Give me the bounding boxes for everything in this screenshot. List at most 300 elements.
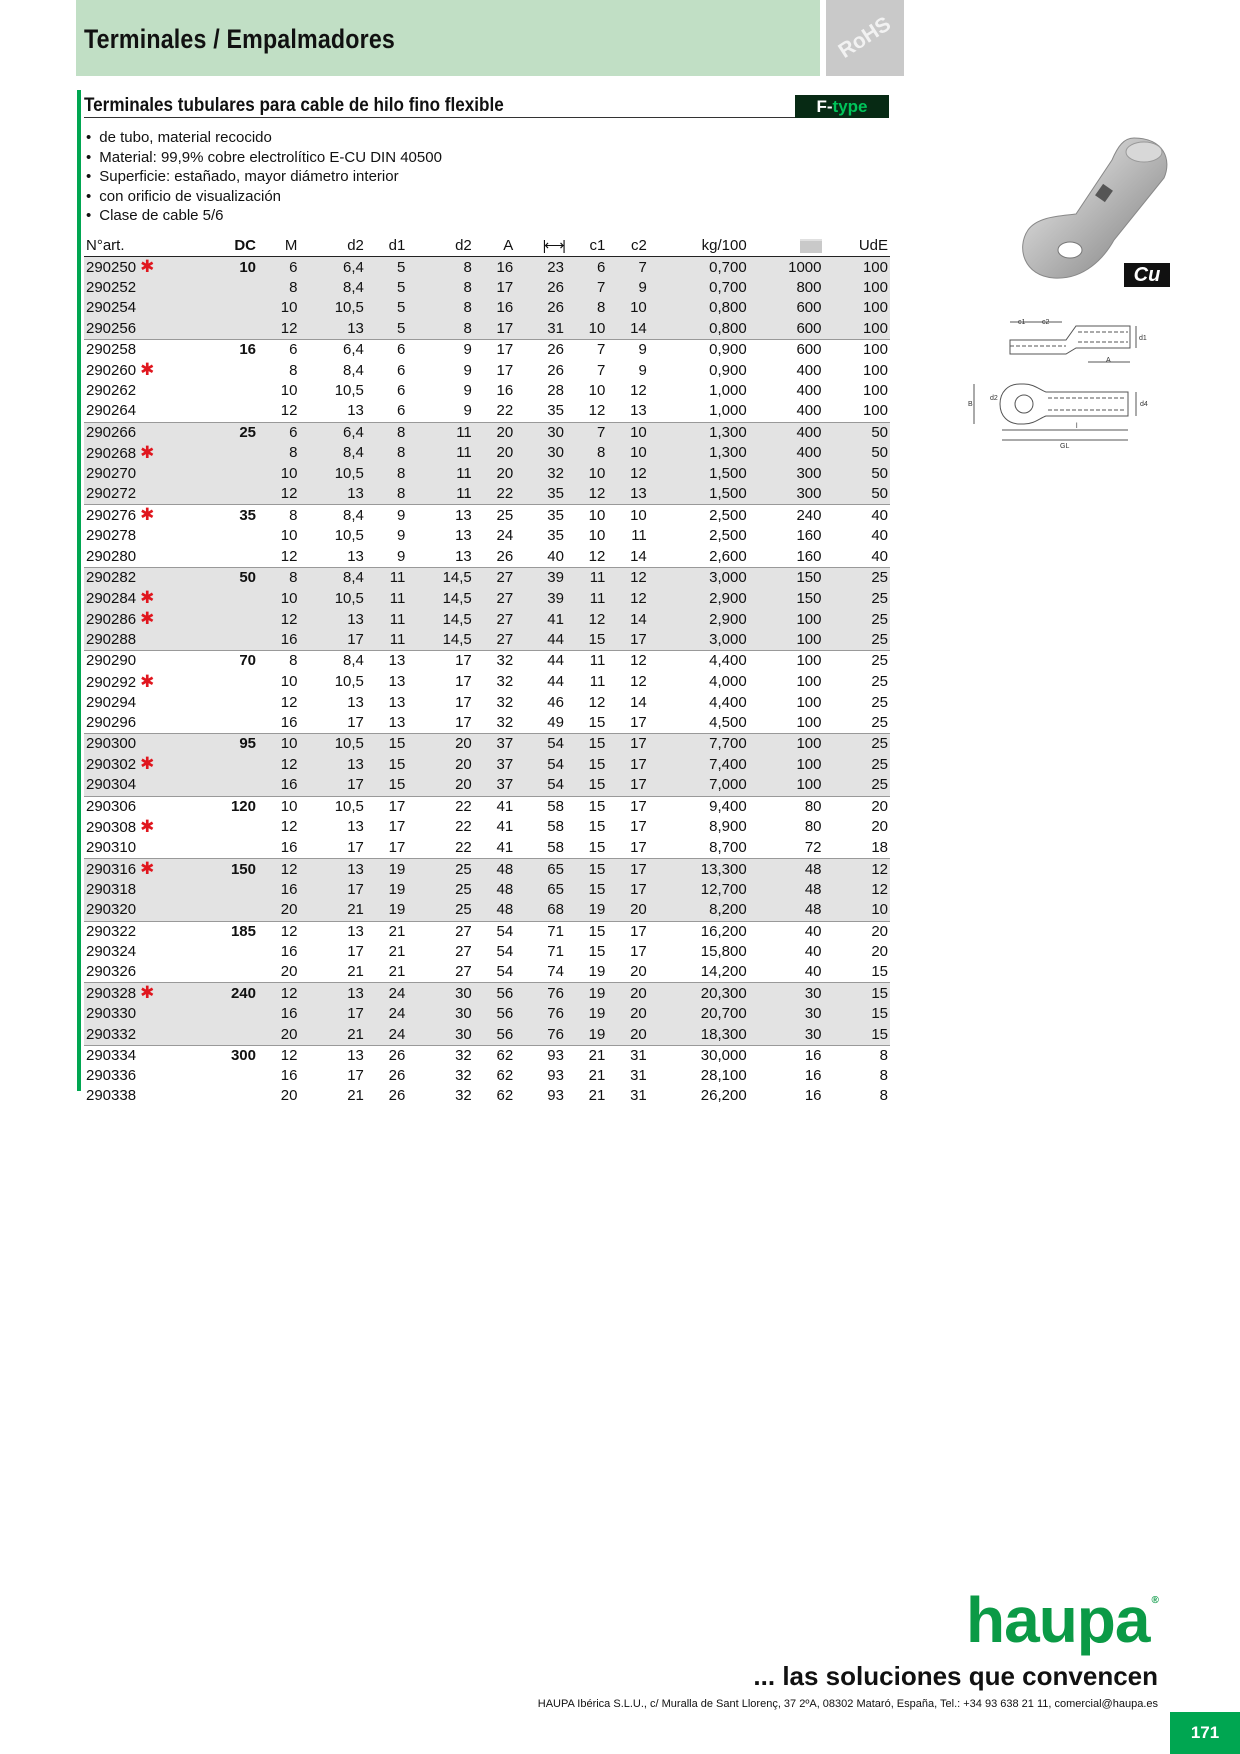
dim-b: B xyxy=(968,401,973,408)
table-row xyxy=(84,381,890,401)
bolt-m: 8 xyxy=(258,505,299,527)
article-number: 290328 ✱ xyxy=(84,983,218,1005)
table-row xyxy=(84,278,890,298)
bolt-m: 16 xyxy=(280,838,298,856)
feature-list xyxy=(86,128,442,226)
dim-c1: 10 xyxy=(566,319,607,340)
hole-d2: 17 xyxy=(299,880,365,900)
outer-d2: 11 xyxy=(407,484,473,505)
weight-kg: 7,700 xyxy=(649,734,749,755)
inner-d1: 6 xyxy=(396,402,406,420)
total-length: 93 xyxy=(515,1045,566,1066)
hole-d2: 13 xyxy=(299,921,365,942)
pack-qty: 48 xyxy=(749,859,824,881)
weight-kg: 0,700 xyxy=(649,257,749,279)
cross-section-dc: 50 xyxy=(218,567,258,588)
inner-d1: 26 xyxy=(388,1087,406,1105)
pack-qty: 600 xyxy=(749,298,824,318)
article-number: 290260 ✱ xyxy=(86,360,155,379)
total-length: 49 xyxy=(547,713,564,731)
cross-section-dc xyxy=(218,693,258,713)
bolt-m: 16 xyxy=(280,713,298,731)
header-ude: UdE xyxy=(824,235,891,257)
page-number: 171 xyxy=(1170,1712,1240,1754)
dim-c2: 17 xyxy=(607,775,648,796)
total-length: 39 xyxy=(515,588,566,609)
cross-section-dc xyxy=(218,962,258,983)
article-number: 290300 xyxy=(84,734,218,755)
ude: 25 xyxy=(824,567,891,588)
length-a: 17 xyxy=(474,339,515,360)
outer-d2: 17 xyxy=(455,713,472,731)
dim-c2: 7 xyxy=(607,257,648,279)
dim-c1: 15 xyxy=(566,754,607,775)
dim-c1: 11 xyxy=(566,588,607,609)
header-c2: c2 xyxy=(607,235,648,257)
hole-d2: 8,4 xyxy=(299,505,365,527)
hole-d2: 17 xyxy=(299,775,365,796)
dim-c2: 14 xyxy=(630,693,647,711)
inner-d1: 11 xyxy=(366,630,407,651)
bolt-m: 12 xyxy=(258,983,299,1005)
bolt-m: 10 xyxy=(258,298,299,318)
bolt-m: 20 xyxy=(258,900,299,921)
rohs-badge xyxy=(826,0,904,76)
cross-section-dc xyxy=(218,360,258,381)
dim-c1: 11 xyxy=(566,651,607,672)
bolt-m: 16 xyxy=(258,1004,299,1024)
hole-d2: 21 xyxy=(299,900,365,921)
inner-d1: 13 xyxy=(388,693,406,711)
length-a: 20 xyxy=(474,464,515,484)
ude: 25 xyxy=(871,713,888,731)
outer-d2: 14,5 xyxy=(407,609,473,630)
bolt-m: 8 xyxy=(258,651,299,672)
dim-c2: 10 xyxy=(607,422,648,443)
bolt-m: 12 xyxy=(258,609,299,630)
length-a: 22 xyxy=(474,484,515,505)
inner-d1: 21 xyxy=(388,963,406,981)
header-d1: d1 xyxy=(366,235,407,257)
weight-kg: 28,100 xyxy=(700,1067,747,1085)
lug-top-diagram xyxy=(964,376,1164,450)
dim-c2: 13 xyxy=(630,402,647,420)
pack-qty: 100 xyxy=(749,734,824,755)
pack-qty: 400 xyxy=(796,382,822,400)
outer-d2: 20 xyxy=(407,775,473,796)
hole-d2: 8,4 xyxy=(299,443,365,464)
hole-d2: 17 xyxy=(299,630,365,651)
bolt-m: 12 xyxy=(258,319,299,340)
bolt-m: 16 xyxy=(258,775,299,796)
dim-c2: 20 xyxy=(607,1004,648,1024)
bolt-m: 12 xyxy=(258,1045,299,1066)
preferred-star-icon: ✱ xyxy=(140,983,155,1003)
dim-c1: 19 xyxy=(566,900,607,921)
total-length: 71 xyxy=(515,921,566,942)
outer-d2: 25 xyxy=(407,900,473,921)
table-row xyxy=(84,754,890,775)
weight-kg: 1,000 xyxy=(709,382,747,400)
pack-qty: 100 xyxy=(796,673,822,690)
total-length: 39 xyxy=(515,567,566,588)
inner-d1: 5 xyxy=(366,298,407,318)
ude: 100 xyxy=(824,319,891,340)
dim-c1: 15 xyxy=(566,880,607,900)
outer-d2: 17 xyxy=(455,673,472,690)
article-number: 290258 xyxy=(84,339,218,360)
outer-d2: 8 xyxy=(407,319,473,340)
weight-kg: 7,400 xyxy=(649,754,749,775)
hole-d2: 17 xyxy=(347,838,364,856)
dim-c1: 8 xyxy=(566,298,607,318)
outer-d2: 30 xyxy=(407,983,473,1005)
article-number: 290270 xyxy=(84,464,218,484)
length-a: 62 xyxy=(496,1087,514,1105)
total-length: 28 xyxy=(547,382,564,400)
ude: 10 xyxy=(824,900,891,921)
cross-section-dc xyxy=(218,900,258,921)
pack-qty: 400 xyxy=(749,422,824,443)
ude: 25 xyxy=(824,630,891,651)
length-a: 56 xyxy=(474,1004,515,1024)
table-row xyxy=(84,443,890,464)
length-a: 24 xyxy=(496,527,514,545)
ude: 40 xyxy=(871,547,888,565)
dim-c1: 15 xyxy=(566,859,607,881)
dim-c2: 9 xyxy=(638,361,647,379)
haupa-logo xyxy=(966,1583,1158,1657)
hole-d2: 6,4 xyxy=(299,339,365,360)
table-row xyxy=(84,693,890,713)
inner-d1: 8 xyxy=(366,484,407,505)
article-number: 290296 xyxy=(86,713,137,731)
weight-kg: 9,400 xyxy=(649,796,749,817)
total-length: 35 xyxy=(515,484,566,505)
total-length: 76 xyxy=(515,1025,566,1046)
inner-d1: 17 xyxy=(366,796,407,817)
dim-a: A xyxy=(1106,357,1111,364)
outer-d2: 17 xyxy=(455,693,472,711)
ude: 100 xyxy=(862,382,888,400)
weight-kg: 8,900 xyxy=(709,818,747,836)
bolt-m: 12 xyxy=(258,484,299,505)
dim-c1: 15 xyxy=(566,796,607,817)
weight-kg: 13,300 xyxy=(649,859,749,881)
bolt-m: 12 xyxy=(280,693,298,711)
hole-d2: 17 xyxy=(347,713,364,731)
inner-d1: 5 xyxy=(366,278,407,298)
inner-d1: 9 xyxy=(396,547,406,565)
ude: 25 xyxy=(824,734,891,755)
dim-c2: 20 xyxy=(607,983,648,1005)
total-length: 35 xyxy=(515,505,566,527)
length-a: 48 xyxy=(474,880,515,900)
dim-c2: 17 xyxy=(607,921,648,942)
ude: 50 xyxy=(824,464,891,484)
cross-section-dc: 150 xyxy=(218,859,258,881)
dim-c1: 15 xyxy=(588,818,606,836)
length-a: 41 xyxy=(474,796,515,817)
ude: 20 xyxy=(871,942,888,960)
cross-section-dc xyxy=(218,817,258,838)
dim-d4: d4 xyxy=(1140,401,1148,408)
outer-d2: 32 xyxy=(407,1045,473,1066)
length-a: 27 xyxy=(474,609,515,630)
hole-d2: 8,4 xyxy=(299,278,365,298)
dim-c2: 17 xyxy=(607,796,648,817)
header-m: M xyxy=(258,235,299,257)
header-d2b: d2 xyxy=(407,235,473,257)
weight-kg: 20,300 xyxy=(649,983,749,1005)
pack-qty: 80 xyxy=(804,818,822,836)
dim-c2: 9 xyxy=(607,339,648,360)
article-number: 290256 xyxy=(84,319,218,340)
outer-d2: 14,5 xyxy=(407,630,473,651)
hole-d2: 13 xyxy=(347,402,364,420)
dim-c2: 10 xyxy=(607,298,648,318)
hole-d2: 21 xyxy=(347,963,364,981)
cross-section-dc: 185 xyxy=(218,921,258,942)
dim-c1: 12 xyxy=(566,484,607,505)
article-number: 290282 xyxy=(84,567,218,588)
length-a: 56 xyxy=(474,983,515,1005)
pack-qty: 600 xyxy=(749,339,824,360)
total-length: 58 xyxy=(547,818,564,836)
outer-d2: 14,5 xyxy=(407,588,473,609)
inner-d1: 9 xyxy=(396,527,406,545)
dim-d1: d1 xyxy=(1139,335,1147,342)
outer-d2: 13 xyxy=(455,527,472,545)
article-number: 290316 ✱ xyxy=(84,859,218,881)
article-number: 290290 xyxy=(84,651,218,672)
hole-d2: 13 xyxy=(299,859,365,881)
length-a: 37 xyxy=(474,754,515,775)
dim-c2: 20 xyxy=(630,963,647,981)
weight-kg: 3,000 xyxy=(649,630,749,651)
ude: 100 xyxy=(824,278,891,298)
table-row xyxy=(84,484,890,505)
dim-c2: 14 xyxy=(607,609,648,630)
total-length: 23 xyxy=(515,257,566,279)
inner-d1: 6 xyxy=(396,361,406,379)
cross-section-dc: 95 xyxy=(218,734,258,755)
length-a: 27 xyxy=(474,588,515,609)
total-length: 65 xyxy=(515,859,566,881)
table-row xyxy=(84,422,890,443)
table-row xyxy=(84,464,890,484)
length-a: 16 xyxy=(474,257,515,279)
inner-d1: 13 xyxy=(366,651,407,672)
table-row xyxy=(84,651,890,672)
outer-d2: 9 xyxy=(463,402,472,420)
weight-kg: 1,300 xyxy=(649,422,749,443)
total-length: 74 xyxy=(547,963,564,981)
outer-d2: 11 xyxy=(407,464,473,484)
ude: 25 xyxy=(824,775,891,796)
rohs-label: RoHS xyxy=(834,12,895,63)
hole-d2: 10,5 xyxy=(334,673,364,690)
badge-prefix: F- xyxy=(816,97,833,116)
ude: 40 xyxy=(871,527,888,545)
outer-d2: 32 xyxy=(455,1087,472,1105)
dim-c1: 7 xyxy=(566,422,607,443)
table-row xyxy=(84,900,890,921)
bolt-m: 10 xyxy=(258,588,299,609)
dim-c2: 12 xyxy=(607,464,648,484)
pack-qty: 30 xyxy=(749,1004,824,1024)
weight-kg: 1,300 xyxy=(649,443,749,464)
ude: 8 xyxy=(879,1087,888,1105)
ude: 18 xyxy=(871,838,888,856)
pack-qty: 30 xyxy=(749,1025,824,1046)
preferred-star-icon: ✱ xyxy=(140,588,155,607)
article-number: 290286 ✱ xyxy=(84,609,218,630)
pack-qty: 1000 xyxy=(749,257,824,279)
outer-d2: 13 xyxy=(407,505,473,527)
table-row xyxy=(84,319,890,340)
bolt-m: 8 xyxy=(258,567,299,588)
total-length: 35 xyxy=(547,527,564,545)
ude: 15 xyxy=(871,963,888,981)
inner-d1: 21 xyxy=(366,921,407,942)
hole-d2: 10,5 xyxy=(334,527,364,545)
total-length: 30 xyxy=(515,422,566,443)
length-a: 17 xyxy=(474,319,515,340)
ude: 12 xyxy=(824,880,891,900)
weight-kg: 2,500 xyxy=(649,505,749,527)
inner-d1: 8 xyxy=(366,443,407,464)
preferred-star-icon: ✱ xyxy=(140,754,155,774)
outer-d2: 11 xyxy=(407,422,473,443)
article-number: 290336 xyxy=(86,1067,137,1085)
hole-d2: 21 xyxy=(299,1025,365,1046)
dim-c2: c2 xyxy=(1042,319,1050,326)
bolt-m: 10 xyxy=(258,796,299,817)
badge-suffix: type xyxy=(832,97,868,116)
hole-d2: 8,4 xyxy=(299,567,365,588)
outer-d2: 11 xyxy=(407,443,473,464)
bolt-m: 10 xyxy=(280,527,298,545)
pack-qty: 100 xyxy=(749,630,824,651)
preferred-star-icon: ✱ xyxy=(140,505,155,525)
dim-c2: 12 xyxy=(607,567,648,588)
weight-kg: 4,400 xyxy=(709,693,747,711)
total-length: 68 xyxy=(515,900,566,921)
company-address: HAUPA Ibérica S.L.U., c/ Muralla de Sant Llorenç, 37 2ºA, 08302 Mataró, España, Tel.: +34 93 638 21 11, comercial@haupa.es xyxy=(537,1698,1158,1710)
inner-d1: 21 xyxy=(388,942,406,960)
inner-d1: 26 xyxy=(388,1067,406,1085)
inner-d1: 9 xyxy=(366,505,407,527)
slogan: ... las soluciones que convencen xyxy=(753,1661,1158,1691)
dim-c2: 17 xyxy=(630,838,647,856)
article-number: 290266 xyxy=(84,422,218,443)
feature-item: • Superficie: estañado, mayor diámetro interior xyxy=(86,167,442,187)
ude: 12 xyxy=(824,859,891,881)
feature-item: • Clase de cable 5/6 xyxy=(86,206,442,226)
inner-d1: 19 xyxy=(366,859,407,881)
ude: 8 xyxy=(824,1045,891,1066)
inner-d1: 8 xyxy=(366,464,407,484)
article-number: 290330 xyxy=(84,1004,218,1024)
hole-d2: 6,4 xyxy=(299,257,365,279)
weight-kg: 30,000 xyxy=(649,1045,749,1066)
dim-c1: 21 xyxy=(588,1087,606,1105)
article-number: 290250 ✱ xyxy=(84,257,218,279)
inner-d1: 8 xyxy=(366,422,407,443)
length-a: 32 xyxy=(496,693,514,711)
cross-section-dc: 35 xyxy=(218,505,258,527)
bolt-m: 16 xyxy=(258,630,299,651)
total-length: 71 xyxy=(547,942,564,960)
article-number: 290278 xyxy=(86,527,137,545)
inner-d1: 24 xyxy=(366,983,407,1005)
outer-d2: 27 xyxy=(407,921,473,942)
weight-kg: 0,900 xyxy=(709,361,747,379)
total-length: 93 xyxy=(547,1087,564,1105)
total-length: 54 xyxy=(515,734,566,755)
outer-d2: 9 xyxy=(407,339,473,360)
hole-d2: 10,5 xyxy=(334,382,364,400)
ude: 100 xyxy=(862,361,888,379)
table-row xyxy=(84,942,890,962)
bolt-m: 8 xyxy=(258,443,299,464)
weight-kg: 2,900 xyxy=(649,609,749,630)
length-a: 62 xyxy=(474,1045,515,1066)
total-length: 93 xyxy=(547,1067,564,1085)
bolt-m: 20 xyxy=(258,1025,299,1046)
cross-section-dc xyxy=(218,443,258,464)
feature-item: • de tubo, material recocido xyxy=(86,128,442,148)
length-a: 41 xyxy=(496,818,514,836)
dim-c1: 15 xyxy=(566,734,607,755)
inner-d1: 19 xyxy=(366,900,407,921)
hole-d2: 10,5 xyxy=(299,734,365,755)
length-a: 17 xyxy=(474,278,515,298)
outer-d2: 25 xyxy=(407,859,473,881)
outer-d2: 14,5 xyxy=(407,567,473,588)
hole-d2: 13 xyxy=(299,1045,365,1066)
weight-kg: 8,700 xyxy=(709,838,747,856)
weight-kg: 0,800 xyxy=(649,319,749,340)
pack-qty: 16 xyxy=(804,1087,822,1105)
package-icon xyxy=(749,235,824,257)
dim-c2: 14 xyxy=(630,547,647,565)
table-row xyxy=(84,339,890,360)
hole-d2: 10,5 xyxy=(299,588,365,609)
dim-c1: 15 xyxy=(566,630,607,651)
weight-kg: 16,200 xyxy=(649,921,749,942)
pack-qty: 48 xyxy=(749,880,824,900)
pack-qty: 48 xyxy=(749,900,824,921)
dim-c2: 31 xyxy=(630,1087,647,1105)
dim-c1: 12 xyxy=(588,547,606,565)
table-row xyxy=(84,401,890,422)
pack-qty: 300 xyxy=(749,484,824,505)
article-number: 290326 xyxy=(86,963,137,981)
inner-d1: 19 xyxy=(366,880,407,900)
cross-section-dc xyxy=(218,588,258,609)
ude: 100 xyxy=(824,339,891,360)
weight-kg: 2,900 xyxy=(649,588,749,609)
inner-d1: 15 xyxy=(366,734,407,755)
cross-section-dc xyxy=(218,464,258,484)
weight-kg: 14,200 xyxy=(700,963,747,981)
ude: 25 xyxy=(824,588,891,609)
article-number: 290306 xyxy=(84,796,218,817)
specification-table xyxy=(84,235,890,1107)
outer-d2: 22 xyxy=(407,796,473,817)
